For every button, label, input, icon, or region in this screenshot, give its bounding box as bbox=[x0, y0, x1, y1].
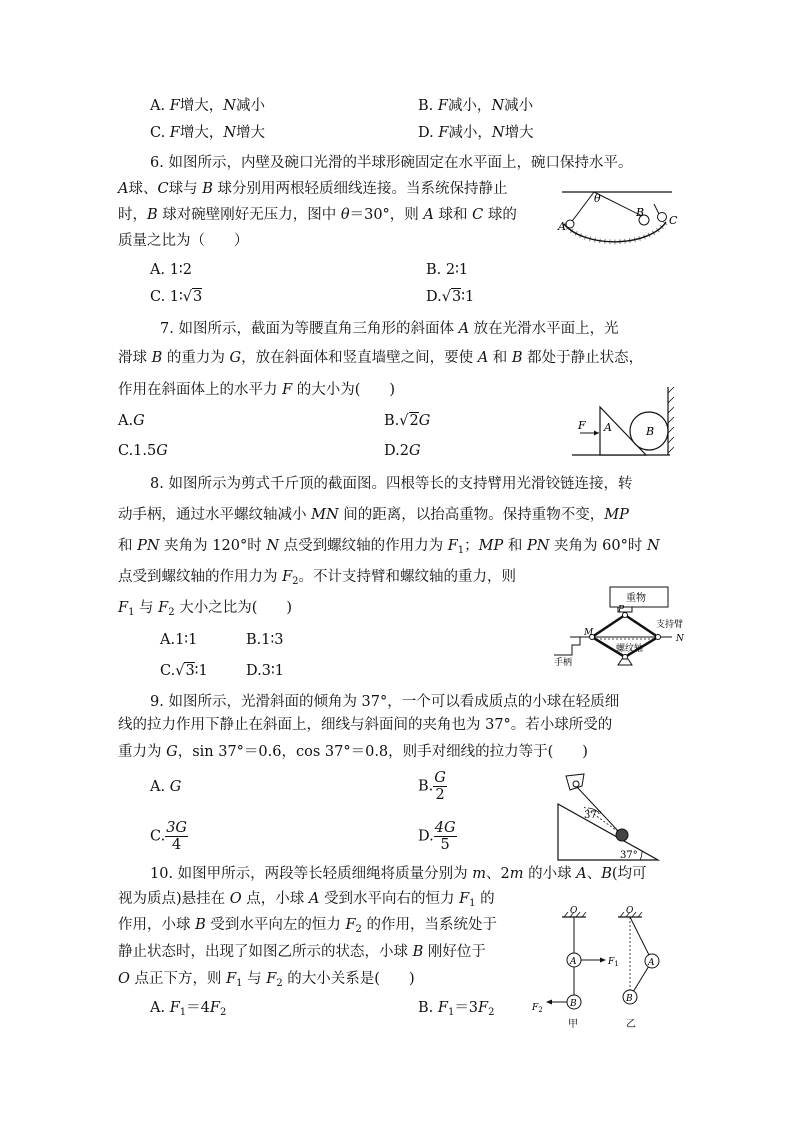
q8-option-d: D.3∶1 bbox=[246, 663, 284, 679]
q10-fig-o-left: O bbox=[570, 906, 578, 916]
q8-fig-weight: 重物 bbox=[626, 593, 646, 604]
q7-fig-label-a: A bbox=[604, 421, 612, 434]
q10-fig-o-right: O bbox=[626, 906, 634, 916]
q8-option-c: C.√3∶1 bbox=[160, 663, 208, 679]
q10-fig-yi-caption: 乙 bbox=[626, 1019, 636, 1030]
q8-stem-line4: 点受到螺纹轴的作用力为 $F_2$。不计支持臂和螺纹轴的重力，则 bbox=[118, 569, 517, 587]
q5-option-c: C. F增大，N增大 bbox=[150, 125, 266, 141]
q10-fig-jia-caption: 甲 bbox=[568, 1019, 578, 1030]
q9-option-c: C. $\frac{3G}{4}$ bbox=[150, 820, 187, 853]
q8-fig-label-m: M bbox=[584, 628, 594, 638]
q10-fig-a-left: A bbox=[570, 957, 577, 967]
q6-fig-label-a: A bbox=[558, 220, 566, 233]
q10-fig-b-left: B bbox=[570, 999, 577, 1009]
q10-option-a: A. $F_1=4F_2$ bbox=[150, 1000, 227, 1018]
q5-option-b: B. F减小，N减小 bbox=[418, 98, 534, 114]
q8-stem-line5: $F_1$ 与 $F_2$ 大小之比为( ) bbox=[118, 600, 293, 618]
q10-stem-line3: 作用，小球 B 受到水平向左的恒力 $F_2$ 的作用，当系统处于 bbox=[118, 917, 498, 935]
q6-fig-label-b: B bbox=[636, 206, 645, 219]
q6-fig-theta: θ bbox=[594, 192, 601, 205]
q10-option-b: B. $F_1=3F_2$ bbox=[418, 1000, 495, 1018]
q9-option-a: A. G bbox=[150, 779, 182, 795]
q9-option-b: B. $\frac{G}{2}$ bbox=[418, 770, 446, 803]
q10-stem-line4: 静止状态时，出现了如图乙所示的状态，小球 B 刚好位于 bbox=[118, 944, 486, 960]
q7-option-c: C.1.5G bbox=[118, 443, 168, 459]
q9-fig-angle-line: 37° bbox=[584, 810, 602, 821]
q10-string-figure bbox=[530, 905, 680, 1033]
q7-wedge-figure bbox=[570, 385, 680, 460]
q8-option-b: B.1∶3 bbox=[246, 632, 284, 648]
q6-bowl-figure bbox=[556, 186, 686, 246]
q6-fig-label-c: C bbox=[669, 214, 678, 227]
q8-fig-screw-label: 螺纹轴 bbox=[616, 644, 644, 654]
q6-option-a: A. 1∶2 bbox=[150, 262, 192, 278]
q6-stem-line1: 6. 如图所示，内壁及碗口光滑的半球形碗固定在水平面上，碗口保持水平。 bbox=[150, 155, 633, 171]
q8-fig-label-p: P bbox=[618, 605, 625, 615]
q7-option-a: A.G bbox=[118, 413, 145, 429]
q8-stem-line2: 动手柄，通过水平螺纹轴减小 MN 间的距离，以抬高重物。保持重物不变，MP bbox=[118, 507, 629, 523]
q10-fig-f1-label: $F_1$ bbox=[608, 957, 619, 968]
q6-stem-line2: A球、C球与 B 球分别用两根轻质细线连接。当系统保持静止 bbox=[118, 181, 508, 197]
q9-fig-angle-slope: 37° bbox=[620, 850, 638, 861]
q5-option-a: A. F增大，N减小 bbox=[150, 98, 265, 114]
q10-fig-a-right: A bbox=[648, 958, 655, 968]
q10-stem-line5: O 点正下方，则 $F_1$ 与 $F_2$ 的大小关系是( ) bbox=[118, 971, 415, 989]
q9-stem-line2: 线的拉力作用下静止在斜面上，细线与斜面间的夹角也为 37°。若小球所受的 bbox=[118, 717, 613, 733]
q10-stem-line2: 视为质点)悬挂在 O 点，小球 A 受到水平向右的恒力 $F_1$ 的 bbox=[118, 891, 495, 909]
q7-stem-line2: 滑球 B 的重力为 G，放在斜面体和竖直墙壁之间，要使 A 和 B 都处于静止状态， bbox=[118, 350, 644, 366]
q6-option-c: C. 1∶√3 bbox=[150, 289, 203, 305]
q5-option-d: D. F减小，N增大 bbox=[418, 125, 534, 141]
q9-option-d: D. $\frac{4G}{5}$ bbox=[418, 820, 456, 853]
q7-stem-line1: 7. 如图所示，截面为等腰直角三角形的斜面体 A 放在光滑水平面上，光 bbox=[160, 321, 619, 337]
q6-stem-line3: 时，B 球对碗壁刚好无压力，图中 θ＝30°，则 A 球和 C 球的 bbox=[118, 207, 517, 223]
q8-fig-arm-label: 支持臂 bbox=[656, 620, 684, 630]
q8-stem-line1: 8. 如图所示为剪式千斤顶的截面图。四根等长的支持臂用光滑铰链连接，转 bbox=[150, 476, 633, 492]
q8-jack-figure bbox=[552, 585, 692, 667]
q8-stem-line3: 和 PN 夹角为 120°时 N 点受到螺纹轴的作用力为 $F_1$；MP 和 PN 夹角为 60°时 N bbox=[118, 538, 660, 556]
q7-stem-line3: 作用在斜面体上的水平力 F 的大小为( ) bbox=[118, 382, 396, 398]
q8-fig-label-n: N bbox=[676, 634, 684, 644]
q8-fig-handle-label: 手柄 bbox=[554, 658, 573, 667]
q8-option-a: A.1∶1 bbox=[160, 632, 198, 648]
q9-stem-line1: 9. 如图所示，光滑斜面的倾角为 37°，一个可以看成质点的小球在轻质细 bbox=[150, 694, 620, 710]
q10-stem-line1: 10. 如图甲所示，两段等长轻质细绳将质量分别为 m、2m 的小球 A、B(均可 bbox=[150, 866, 647, 882]
q9-incline-figure bbox=[554, 772, 664, 864]
q6-option-d: D.√3∶1 bbox=[426, 289, 475, 305]
q7-fig-label-b: B bbox=[646, 425, 655, 438]
q6-stem-line4: 质量之比为（ ） bbox=[118, 233, 249, 249]
q6-option-b: B. 2∶1 bbox=[426, 262, 469, 278]
q7-fig-label-f: F bbox=[578, 419, 586, 432]
q9-stem-line3: 重力为 G，sin 37°＝0.6，cos 37°＝0.8，则手对细线的拉力等于( ) bbox=[118, 744, 588, 760]
q10-fig-f2-label: $F_2$ bbox=[532, 1003, 543, 1014]
q10-fig-b-right: B bbox=[626, 994, 633, 1004]
q7-option-d: D.2G bbox=[384, 443, 421, 459]
q7-option-b: B.√2G bbox=[384, 413, 431, 429]
